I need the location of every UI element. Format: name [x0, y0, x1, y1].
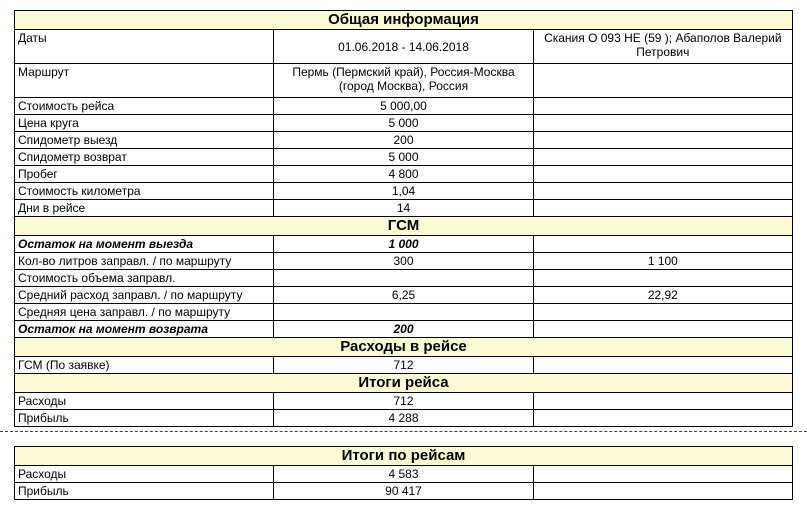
row-extra [533, 304, 792, 321]
table-row [15, 393, 793, 410]
row-label: ГСМ (По заявке) [15, 357, 274, 374]
section-title: Общая информация [15, 11, 793, 30]
row-label: Стоимость объема заправл. [15, 270, 274, 287]
trip-report-table [14, 10, 793, 427]
empty-cell [533, 466, 792, 483]
row-label: Даты [15, 30, 274, 64]
row-label: Пробег [15, 166, 274, 183]
table-row [15, 183, 793, 200]
row-label: Средняя цена заправл. / по маршруту [15, 304, 274, 321]
section-title: ГСМ [15, 217, 793, 236]
section-title: Расходы в рейсе [15, 338, 793, 357]
row-extra [533, 321, 792, 338]
row-value: 4 583 [274, 466, 533, 483]
row-label: Расходы [15, 466, 274, 483]
table-row [15, 253, 793, 270]
vehicle-driver: Скания О 093 НЕ (59 ); Абаполов Валерий Петрович [533, 30, 792, 64]
table-row [15, 64, 793, 98]
section-title: Итоги рейса [15, 374, 793, 393]
row-value: 200 [274, 321, 533, 338]
section-header-trip-totals [15, 374, 793, 393]
row-extra [533, 236, 792, 253]
table-row [15, 357, 793, 374]
row-value: 200 [274, 132, 533, 149]
section-header-fuel [15, 217, 793, 236]
row-value: 5 000 [274, 115, 533, 132]
section-header-general [15, 11, 793, 30]
row-label: Прибыль [15, 483, 274, 500]
row-extra: 1 100 [533, 253, 792, 270]
row-value: 5 000,00 [274, 98, 533, 115]
table-row [15, 132, 793, 149]
table-row [15, 321, 793, 338]
row-extra [533, 270, 792, 287]
row-label: Кол-во литров заправл. / по маршруту [15, 253, 274, 270]
section-title: Итоги по рейсам [15, 447, 793, 466]
row-label: Спидометр возврат [15, 149, 274, 166]
table-row [15, 166, 793, 183]
row-value: 5 000 [274, 149, 533, 166]
table-row [15, 30, 793, 64]
all-trips-totals-table [14, 446, 793, 500]
section-header-all-totals [15, 447, 793, 466]
empty-cell [533, 183, 792, 200]
row-value: 712 [274, 357, 533, 374]
row-label: Остаток на момент возврата [15, 321, 274, 338]
row-value [274, 270, 533, 287]
row-value: 4 288 [274, 410, 533, 427]
row-label: Спидометр выезд [15, 132, 274, 149]
table-row [15, 483, 793, 500]
route-value: Пермь (Пермский край), Россия-Москва (город Москва), Россия [274, 64, 533, 98]
empty-cell [533, 149, 792, 166]
row-value: 1,04 [274, 183, 533, 200]
section-header-trip-expenses [15, 338, 793, 357]
row-value: 1 000 [274, 236, 533, 253]
row-value [274, 304, 533, 321]
empty-cell [533, 64, 792, 98]
row-value: 01.06.2018 - 14.06.2018 [274, 30, 533, 64]
empty-cell [533, 166, 792, 183]
table-row [15, 98, 793, 115]
row-value: 4 800 [274, 166, 533, 183]
page-break-line [0, 431, 807, 432]
table-row [15, 466, 793, 483]
row-value: 6,25 [274, 287, 533, 304]
row-value: 300 [274, 253, 533, 270]
table-row [15, 304, 793, 321]
table-row [15, 410, 793, 427]
row-label: Стоимость километра [15, 183, 274, 200]
empty-cell [533, 357, 792, 374]
empty-cell [533, 483, 792, 500]
table-row [15, 115, 793, 132]
row-label: Прибыль [15, 410, 274, 427]
row-label: Цена круга [15, 115, 274, 132]
row-label: Средний расход заправл. / по маршруту [15, 287, 274, 304]
empty-cell [533, 98, 792, 115]
row-value: 14 [274, 200, 533, 217]
empty-cell [533, 200, 792, 217]
row-label: Дни в рейсе [15, 200, 274, 217]
row-label: Стоимость рейса [15, 98, 274, 115]
row-extra: 22,92 [533, 287, 792, 304]
row-value: 90 417 [274, 483, 533, 500]
row-label: Остаток на момент выезда [15, 236, 274, 253]
table-row [15, 270, 793, 287]
table-row [15, 236, 793, 253]
row-label: Расходы [15, 393, 274, 410]
empty-cell [533, 393, 792, 410]
row-value: 712 [274, 393, 533, 410]
table-row [15, 200, 793, 217]
empty-cell [533, 410, 792, 427]
row-label: Маршрут [15, 64, 274, 98]
table-row [15, 287, 793, 304]
empty-cell [533, 115, 792, 132]
empty-cell [533, 132, 792, 149]
table-row [15, 149, 793, 166]
